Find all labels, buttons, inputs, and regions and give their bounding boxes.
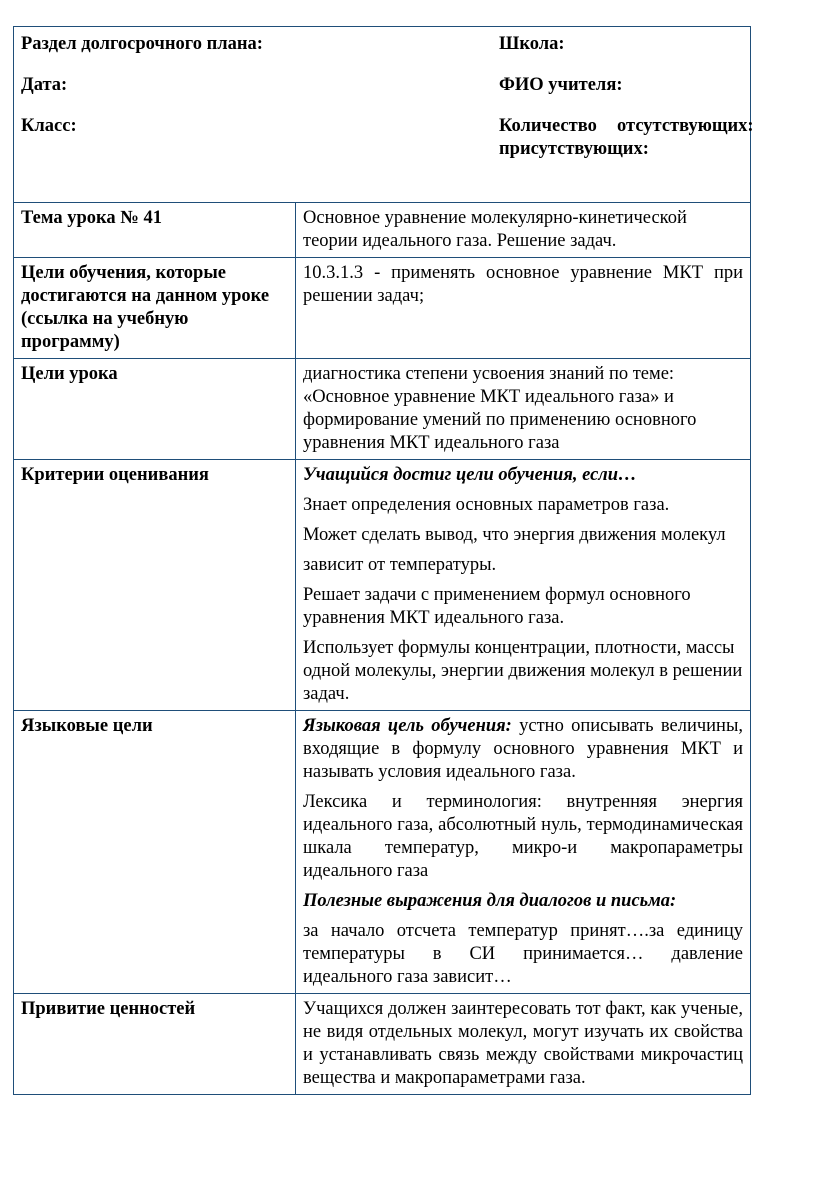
criteria-item: Может сделать вывод, что энергия движения молекул <box>303 525 726 545</box>
class-label: Класс: <box>21 116 77 136</box>
language-goal-heading: Языковая цель обучения: <box>303 716 512 736</box>
learning-goals-value: 10.3.1.3 - применять основное уравнение МКТ при решении задач; <box>296 258 751 359</box>
criteria-item: Решает задачи с применением формул основного уравнения МКТ идеального газа. <box>303 585 691 628</box>
language-goals-row <box>14 711 751 994</box>
language-goals-cell <box>296 711 751 994</box>
language-goal-text: устно описывать величины, входящие в формулу основного уравнения МКТ и называть условия идеального газа. <box>303 716 743 782</box>
values-row <box>14 994 751 1095</box>
teacher-label: ФИО учителя: <box>499 75 623 95</box>
school-label: Школа: <box>499 34 565 54</box>
topic-row <box>14 203 751 258</box>
phrases-heading: Полезные выражения для диалогов и письма: <box>303 891 677 911</box>
present-count-label: Количество присутствующих: <box>499 116 649 159</box>
topic-label: Тема урока № 41 <box>14 203 296 258</box>
criteria-cell <box>296 460 751 711</box>
lesson-goals-value: диагностика степени усвоения знаний по теме: «Основное уравнение МКТ идеального газа» и формирование умений по применению основного уравнения МКТ идеального газа <box>296 359 751 460</box>
criteria-row <box>14 460 751 711</box>
lesson-plan-document <box>13 26 754 1095</box>
topic-value: Основное уравнение молекулярно-кинетической теории идеального газа. Решение задач. <box>296 203 751 258</box>
values-label: Привитие ценностей <box>14 994 296 1095</box>
date-label: Дата: <box>21 75 68 95</box>
section-label: Раздел долгосрочного плана: <box>21 34 263 54</box>
lesson-goals-row <box>14 359 751 460</box>
learning-goals-row <box>14 258 751 359</box>
values-value: Учащихся должен заинтересовать тот факт, как ученые, не видя отдельных молекул, могут изучать их свойства и устанавливать связь между свойствами микрочастиц вещества и макропараметрами газа. <box>296 994 751 1095</box>
language-goals-label: Языковые цели <box>14 711 296 994</box>
absent-count-label: отсутствующих: <box>617 116 754 136</box>
lesson-goals-label: Цели урока <box>14 359 296 460</box>
header-block <box>14 27 754 202</box>
criteria-item: зависит от температуры. <box>303 555 497 575</box>
learning-goals-label: Цели обучения, которые достигаются на данном уроке (ссылка на учебную программу) <box>14 258 296 359</box>
phrases-paragraph: за начало отсчета температур принят….за единицу температуры в СИ принимается… давление идеального газа зависит… <box>303 921 743 987</box>
criteria-item: Использует формулы концентрации, плотности, массы одной молекулы, энергии движения молекул в решении задач. <box>303 638 743 704</box>
lesson-plan-table <box>13 26 754 1095</box>
criteria-item: Знает определения основных параметров газа. <box>303 495 670 515</box>
language-goal-paragraph <box>303 715 743 784</box>
criteria-heading: Учащийся достиг цели обучения, если… <box>303 465 637 485</box>
lexicon-paragraph: Лексика и терминология: внутренняя энергия идеального газа, абсолютный нуль, термодинамическая шкала температур, микро-и макропараметры идеального газа <box>303 792 743 881</box>
criteria-label: Критерии оценивания <box>14 460 296 711</box>
header-row <box>14 27 751 203</box>
